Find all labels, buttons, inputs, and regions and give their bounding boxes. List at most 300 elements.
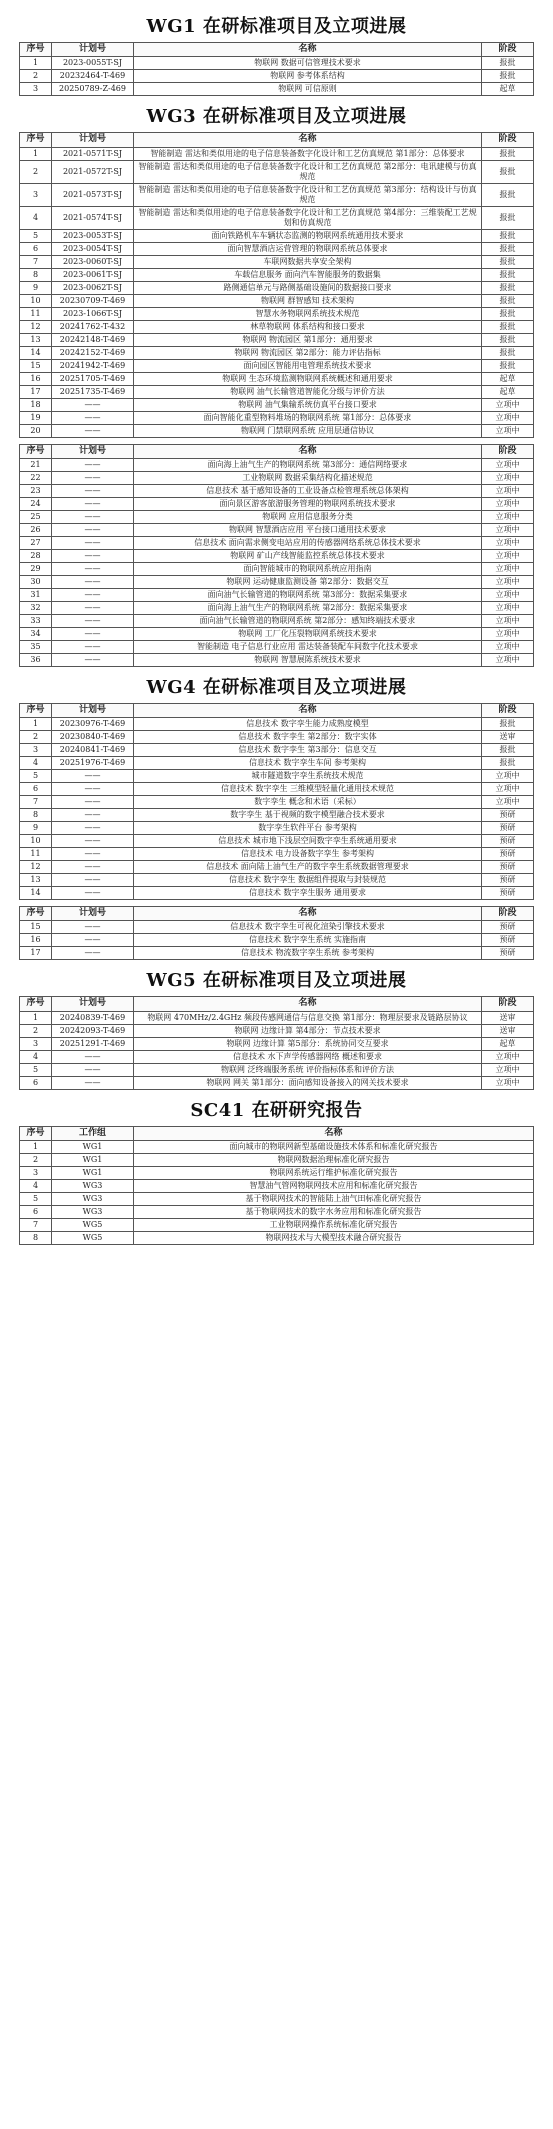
table-row: [20, 861, 534, 874]
table-row: [20, 1205, 534, 1218]
table-row: [20, 757, 534, 770]
plan-number-cell: ——: [52, 398, 134, 411]
stage-cell: 立项中: [482, 424, 534, 437]
plan-number-cell: ——: [52, 1050, 134, 1063]
column-header: 名称: [134, 703, 482, 717]
name-cell: 物联网 油气集输系统仿真平台接口要求: [134, 398, 482, 411]
table-row: [20, 229, 534, 242]
plan-number-cell: 2023-0061T-SJ: [52, 268, 134, 281]
stage-cell: 预研: [482, 848, 534, 861]
stage-cell: 预研: [482, 835, 534, 848]
seq-cell: 1: [20, 147, 52, 160]
stage-cell: 立项中: [482, 601, 534, 614]
plan-number-cell: 20251705-T-469: [52, 372, 134, 385]
table-row: [20, 320, 534, 333]
group-cell: WG3: [52, 1205, 134, 1218]
plan-number-cell: ——: [52, 809, 134, 822]
plan-number-cell: ——: [52, 835, 134, 848]
name-cell: 信息技术 城市地下浅层空间数字孪生系统通用要求: [134, 835, 482, 848]
plan-number-cell: 2023-0062T-SJ: [52, 281, 134, 294]
table-row: [20, 848, 534, 861]
table-row: [20, 458, 534, 471]
stage-cell: 报批: [482, 294, 534, 307]
table-row: [20, 183, 534, 206]
stage-cell: 立项中: [482, 471, 534, 484]
standards-table: [19, 996, 534, 1089]
name-cell: 物联网 网关 第1部分：面向感知设备接入的网关技术要求: [134, 1076, 482, 1089]
column-header: 序号: [20, 997, 52, 1011]
stage-cell: 起草: [482, 372, 534, 385]
header-row: [20, 444, 534, 458]
name-cell: 信息技术 数字孪生可视化渲染引擎技术要求: [134, 921, 482, 934]
plan-number-cell: 2021-0571T-SJ: [52, 147, 134, 160]
stage-cell: 预研: [482, 947, 534, 960]
table-row: [20, 1024, 534, 1037]
name-cell: 物联网系统运行维护标准化研究报告: [134, 1166, 534, 1179]
column-header: 阶段: [482, 43, 534, 57]
plan-number-cell: ——: [52, 601, 134, 614]
seq-cell: 28: [20, 549, 52, 562]
plan-number-cell: ——: [52, 770, 134, 783]
name-cell: 物联网 生态环境监测物联网系统概述和通用要求: [134, 372, 482, 385]
name-cell: 物联网 参考体系结构: [134, 70, 482, 83]
name-cell: 信息技术 水下声学传感器网络 概述和要求: [134, 1050, 482, 1063]
seq-cell: 2: [20, 70, 52, 83]
plan-number-cell: ——: [52, 484, 134, 497]
column-header: 名称: [134, 43, 482, 57]
section-title: WG3 在研标准项目及立项进展: [146, 106, 407, 128]
section-title: WG5 在研标准项目及立项进展: [146, 970, 407, 992]
column-header: 阶段: [482, 907, 534, 921]
stage-cell: 报批: [482, 183, 534, 206]
seq-cell: 8: [20, 1231, 52, 1244]
name-cell: 工业物联网 数据采集结构化描述规范: [134, 471, 482, 484]
column-header: 名称: [134, 1126, 534, 1140]
table-row: [20, 921, 534, 934]
seq-cell: 5: [20, 770, 52, 783]
stage-cell: 报批: [482, 757, 534, 770]
column-header: 名称: [134, 444, 482, 458]
seq-cell: 8: [20, 268, 52, 281]
plan-number-cell: ——: [52, 874, 134, 887]
plan-number-cell: 20241762-T-432: [52, 320, 134, 333]
plan-number-cell: ——: [52, 861, 134, 874]
name-cell: 物联网 群智感知 技术架构: [134, 294, 482, 307]
plan-number-cell: 20250789-Z-469: [52, 83, 134, 96]
stage-cell: 报批: [482, 147, 534, 160]
name-cell: 面向铁路机车车辆状态监测的物联网系统通用技术要求: [134, 229, 482, 242]
plan-number-cell: 2021-0572T-SJ: [52, 160, 134, 183]
seq-cell: 33: [20, 614, 52, 627]
plan-number-cell: ——: [52, 562, 134, 575]
stage-cell: 立项中: [482, 653, 534, 666]
column-header: 阶段: [482, 997, 534, 1011]
plan-number-cell: 20232464-T-469: [52, 70, 134, 83]
stage-cell: 报批: [482, 307, 534, 320]
column-header: 序号: [20, 133, 52, 147]
name-cell: 车联网数据共享安全架构: [134, 255, 482, 268]
seq-cell: 12: [20, 861, 52, 874]
plan-number-cell: 2023-0054T-SJ: [52, 242, 134, 255]
name-cell: 智慧水务物联网系统技术规范: [134, 307, 482, 320]
plan-number-cell: 20251291-T-469: [52, 1037, 134, 1050]
table-row: [20, 385, 534, 398]
table-row: [20, 887, 534, 900]
stage-cell: 立项中: [482, 627, 534, 640]
plan-number-cell: ——: [52, 822, 134, 835]
stage-cell: 报批: [482, 281, 534, 294]
name-cell: 物联网数据治理标准化研究报告: [134, 1153, 534, 1166]
column-header: 计划号: [52, 43, 134, 57]
name-cell: 面向智能化重型物料堆场的物联网系统 第1部分：总体要求: [134, 411, 482, 424]
column-header: 名称: [134, 997, 482, 1011]
plan-number-cell: 20240839-T-469: [52, 1011, 134, 1024]
name-cell: 物联网 物流园区 第2部分：能力评估指标: [134, 346, 482, 359]
name-cell: 面向智能城市的物联网系统应用指南: [134, 562, 482, 575]
name-cell: 车载信息服务 面向汽车智能服务的数据集: [134, 268, 482, 281]
plan-number-cell: ——: [52, 471, 134, 484]
seq-cell: 11: [20, 307, 52, 320]
stage-cell: 送审: [482, 731, 534, 744]
seq-cell: 31: [20, 588, 52, 601]
seq-cell: 6: [20, 783, 52, 796]
seq-cell: 16: [20, 372, 52, 385]
stage-cell: 报批: [482, 229, 534, 242]
stage-cell: 立项中: [482, 640, 534, 653]
name-cell: 智能制造 雷达和类似用途的电子信息装备数字化设计和工艺仿真规范 第2部分：电讯建模与仿真规范: [134, 160, 482, 183]
seq-cell: 27: [20, 536, 52, 549]
stage-cell: 立项中: [482, 614, 534, 627]
seq-cell: 4: [20, 206, 52, 229]
stage-cell: 预研: [482, 809, 534, 822]
plan-number-cell: 2021-0574T-SJ: [52, 206, 134, 229]
plan-number-cell: 2023-0060T-SJ: [52, 255, 134, 268]
stage-cell: 立项中: [482, 411, 534, 424]
stage-cell: 预研: [482, 861, 534, 874]
seq-cell: 2: [20, 731, 52, 744]
name-cell: 面向智慧酒店运营管理的物联网系统总体要求: [134, 242, 482, 255]
plan-number-cell: 20242093-T-469: [52, 1024, 134, 1037]
stage-cell: 报批: [482, 70, 534, 83]
table-row: [20, 1076, 534, 1089]
name-cell: 信息技术 数字孪生能力成熟度模型: [134, 718, 482, 731]
table-row: [20, 874, 534, 887]
name-cell: 林草物联网 体系结构和接口要求: [134, 320, 482, 333]
column-header: 计划号: [52, 907, 134, 921]
name-cell: 信息技术 物流数字孪生系统 参考架构: [134, 947, 482, 960]
name-cell: 面向海上油气生产的物联网系统 第3部分：通信网络要求: [134, 458, 482, 471]
seq-cell: 32: [20, 601, 52, 614]
name-cell: 物联网 门禁联网系统 应用层通信协议: [134, 424, 482, 437]
stage-cell: 预研: [482, 887, 534, 900]
stage-cell: 立项中: [482, 484, 534, 497]
stage-cell: 立项中: [482, 770, 534, 783]
stage-cell: 立项中: [482, 1063, 534, 1076]
plan-number-cell: ——: [52, 783, 134, 796]
header-row: [20, 43, 534, 57]
column-header: 序号: [20, 1126, 52, 1140]
header-row: [20, 907, 534, 921]
plan-number-cell: ——: [52, 627, 134, 640]
group-cell: WG1: [52, 1166, 134, 1179]
table-row: [20, 562, 534, 575]
stage-cell: 报批: [482, 359, 534, 372]
stage-cell: 起草: [482, 83, 534, 96]
seq-cell: 4: [20, 1050, 52, 1063]
name-cell: 智能制造 雷达和类似用途的电子信息装备数字化设计和工艺仿真规范 第3部分：结构设计与仿真规范: [134, 183, 482, 206]
header-row: [20, 703, 534, 717]
name-cell: 面向城市的物联网新型基础设施技术体系和标准化研究报告: [134, 1140, 534, 1153]
seq-cell: 12: [20, 320, 52, 333]
name-cell: 工业物联网操作系统标准化研究报告: [134, 1218, 534, 1231]
table-row: [20, 575, 534, 588]
stage-cell: 报批: [482, 718, 534, 731]
plan-number-cell: ——: [52, 588, 134, 601]
plan-number-cell: ——: [52, 424, 134, 437]
stage-cell: 报批: [482, 206, 534, 229]
plan-number-cell: 20242148-T-469: [52, 333, 134, 346]
stage-cell: 立项中: [482, 562, 534, 575]
plan-number-cell: 20230709-T-469: [52, 294, 134, 307]
seq-cell: 19: [20, 411, 52, 424]
seq-cell: 1: [20, 718, 52, 731]
name-cell: 基于物联网技术的智能陆上油气田标准化研究报告: [134, 1192, 534, 1205]
table-row: [20, 1231, 534, 1244]
seq-cell: 9: [20, 281, 52, 294]
name-cell: 物联网 可信原则: [134, 83, 482, 96]
seq-cell: 21: [20, 458, 52, 471]
standards-table: [19, 42, 534, 96]
table-row: [20, 640, 534, 653]
plan-number-cell: ——: [52, 411, 134, 424]
seq-cell: 20: [20, 424, 52, 437]
name-cell: 信息技术 电力设备数字孪生 参考架构: [134, 848, 482, 861]
seq-cell: 18: [20, 398, 52, 411]
column-header: 序号: [20, 703, 52, 717]
table-row: [20, 1218, 534, 1231]
name-cell: 物联网技术与大模型技术融合研究报告: [134, 1231, 534, 1244]
group-cell: WG5: [52, 1231, 134, 1244]
table-row: [20, 346, 534, 359]
table-row: [20, 1063, 534, 1076]
seq-cell: 2: [20, 1153, 52, 1166]
name-cell: 智能制造 电子信息行业应用 雷达装备装配车间数字化技术要求: [134, 640, 482, 653]
table-row: [20, 731, 534, 744]
stage-cell: 预研: [482, 921, 534, 934]
seq-cell: 14: [20, 887, 52, 900]
name-cell: 智能制造 雷达和类似用途的电子信息装备数字化设计和工艺仿真规范 第4部分：三维装配工艺规划和仿真规范: [134, 206, 482, 229]
name-cell: 信息技术 数字孪生 第3部分：信息交互: [134, 744, 482, 757]
name-cell: 信息技术 基于感知设备的工业设备点检管理系统总体架构: [134, 484, 482, 497]
column-header: 序号: [20, 444, 52, 458]
table-row: [20, 822, 534, 835]
stage-cell: 立项中: [482, 510, 534, 523]
plan-number-cell: 20240841-T-469: [52, 744, 134, 757]
name-cell: 物联网 数据可信管理技术要求: [134, 57, 482, 70]
plan-number-cell: ——: [52, 887, 134, 900]
stage-cell: 立项中: [482, 536, 534, 549]
name-cell: 面向油气长输管道的物联网系统 第3部分：数据采集要求: [134, 588, 482, 601]
name-cell: 基于物联网技术的数字水务应用和标准化研究报告: [134, 1205, 534, 1218]
name-cell: 物联网 边缘计算 第4部分：节点技术要求: [134, 1024, 482, 1037]
stage-cell: 报批: [482, 333, 534, 346]
seq-cell: 22: [20, 471, 52, 484]
plan-number-cell: ——: [52, 497, 134, 510]
seq-cell: 36: [20, 653, 52, 666]
table-row: [20, 1050, 534, 1063]
seq-cell: 1: [20, 57, 52, 70]
seq-cell: 3: [20, 183, 52, 206]
plan-number-cell: ——: [52, 614, 134, 627]
seq-cell: 7: [20, 1218, 52, 1231]
seq-cell: 1: [20, 1011, 52, 1024]
column-header: 序号: [20, 43, 52, 57]
column-header: 序号: [20, 907, 52, 921]
name-cell: 物联网 泛终端服务系统 评价指标体系和评价方法: [134, 1063, 482, 1076]
table-row: [20, 523, 534, 536]
table-row: [20, 1179, 534, 1192]
table-row: [20, 947, 534, 960]
seq-cell: 25: [20, 510, 52, 523]
stage-cell: 送审: [482, 1024, 534, 1037]
name-cell: 信息技术 数字孪生系统 实施指南: [134, 934, 482, 947]
standards-table: [19, 906, 534, 960]
plan-number-cell: 20241942-T-469: [52, 359, 134, 372]
table-row: [20, 160, 534, 183]
plan-number-cell: 20230976-T-469: [52, 718, 134, 731]
seq-cell: 35: [20, 640, 52, 653]
table-row: [20, 809, 534, 822]
column-header: 工作组: [52, 1126, 134, 1140]
stage-cell: 立项中: [482, 458, 534, 471]
seq-cell: 13: [20, 874, 52, 887]
table-row: [20, 333, 534, 346]
seq-cell: 17: [20, 947, 52, 960]
seq-cell: 3: [20, 83, 52, 96]
name-cell: 路侧通信单元与路侧基础设施间的数据接口要求: [134, 281, 482, 294]
plan-number-cell: 20251976-T-469: [52, 757, 134, 770]
table-row: [20, 398, 534, 411]
stage-cell: 报批: [482, 57, 534, 70]
stage-cell: 立项中: [482, 523, 534, 536]
seq-cell: 16: [20, 934, 52, 947]
name-cell: 面向海上油气生产的物联网系统 第2部分：数据采集要求: [134, 601, 482, 614]
section-title: WG1 在研标准项目及立项进展: [146, 16, 407, 37]
plan-number-cell: 2023-1066T-SJ: [52, 307, 134, 320]
seq-cell: 29: [20, 562, 52, 575]
plan-number-cell: 20251735-T-469: [52, 385, 134, 398]
plan-number-cell: ——: [52, 510, 134, 523]
plan-number-cell: ——: [52, 653, 134, 666]
name-cell: 信息技术 面向需求侧变电站应用的传感器网络系统总体技术要求: [134, 536, 482, 549]
stage-cell: 报批: [482, 160, 534, 183]
table-row: [20, 359, 534, 372]
name-cell: 城市隧道数字孪生系统技术规范: [134, 770, 482, 783]
stage-cell: 立项中: [482, 575, 534, 588]
seq-cell: 8: [20, 809, 52, 822]
seq-cell: 1: [20, 1140, 52, 1153]
table-row: [20, 372, 534, 385]
column-header: 阶段: [482, 133, 534, 147]
plan-number-cell: ——: [52, 640, 134, 653]
name-cell: 信息技术 数字孪生 第2部分：数字实体: [134, 731, 482, 744]
plan-number-cell: ——: [52, 921, 134, 934]
stage-cell: 起草: [482, 1037, 534, 1050]
name-cell: 物联网 油气长输管道智能化分级与评价方法: [134, 385, 482, 398]
table-row: [20, 536, 534, 549]
table-row: [20, 484, 534, 497]
name-cell: 面向油气长输管道的物联网系统 第2部分：感知终端技术要求: [134, 614, 482, 627]
plan-number-cell: 20242152-T-469: [52, 346, 134, 359]
name-cell: 物联网 矿山产线智能监控系统总体技术要求: [134, 549, 482, 562]
seq-cell: 6: [20, 1076, 52, 1089]
plan-number-cell: ——: [52, 523, 134, 536]
table-row: [20, 627, 534, 640]
seq-cell: 6: [20, 1205, 52, 1218]
plan-number-cell: ——: [52, 549, 134, 562]
table-row: [20, 770, 534, 783]
seq-cell: 5: [20, 1063, 52, 1076]
name-cell: 信息技术 数字孪生 三维模型轻量化通用技术规范: [134, 783, 482, 796]
table-row: [20, 424, 534, 437]
standards-table: [19, 703, 534, 900]
name-cell: 物联网 应用信息服务分类: [134, 510, 482, 523]
table-row: [20, 1011, 534, 1024]
seq-cell: 23: [20, 484, 52, 497]
name-cell: 信息技术 数字孪生 数据组件提取与封装规范: [134, 874, 482, 887]
name-cell: 面向园区智能用电管理系统技术要求: [134, 359, 482, 372]
stage-cell: 报批: [482, 268, 534, 281]
column-header: 计划号: [52, 703, 134, 717]
standards-table: [19, 132, 534, 437]
name-cell: 物联网 边缘计算 第5部分：系统协同交互要求: [134, 1037, 482, 1050]
stage-cell: 立项中: [482, 398, 534, 411]
table-row: [20, 268, 534, 281]
table-row: [20, 206, 534, 229]
table-row: [20, 83, 534, 96]
plan-number-cell: ——: [52, 848, 134, 861]
name-cell: 信息技术 数字孪生服务 通用要求: [134, 887, 482, 900]
table-row: [20, 242, 534, 255]
stage-cell: 报批: [482, 346, 534, 359]
plan-number-cell: ——: [52, 1063, 134, 1076]
stage-cell: 立项中: [482, 1076, 534, 1089]
table-row: [20, 1192, 534, 1205]
name-cell: 信息技术 面向陆上油气生产的数字孪生系统数据管理要求: [134, 861, 482, 874]
name-cell: 数字孪生 概念和术语（采标）: [134, 796, 482, 809]
section-title: WG4 在研标准项目及立项进展: [146, 676, 407, 698]
document: [19, 0, 534, 1245]
stage-cell: 送审: [482, 1011, 534, 1024]
group-cell: WG3: [52, 1192, 134, 1205]
stage-cell: 立项中: [482, 783, 534, 796]
plan-number-cell: ——: [52, 458, 134, 471]
seq-cell: 2: [20, 160, 52, 183]
table-row: [20, 147, 534, 160]
group-cell: WG1: [52, 1140, 134, 1153]
stage-cell: 报批: [482, 744, 534, 757]
name-cell: 面向景区游客旅游服务管理的物联网系统技术要求: [134, 497, 482, 510]
stage-cell: 起草: [482, 385, 534, 398]
seq-cell: 26: [20, 523, 52, 536]
column-header: 计划号: [52, 997, 134, 1011]
plan-number-cell: ——: [52, 934, 134, 947]
seq-cell: 30: [20, 575, 52, 588]
name-cell: 数字孪生 基于视频的数字模型融合技术要求: [134, 809, 482, 822]
table-row: [20, 835, 534, 848]
table-row: [20, 471, 534, 484]
column-header: 计划号: [52, 444, 134, 458]
